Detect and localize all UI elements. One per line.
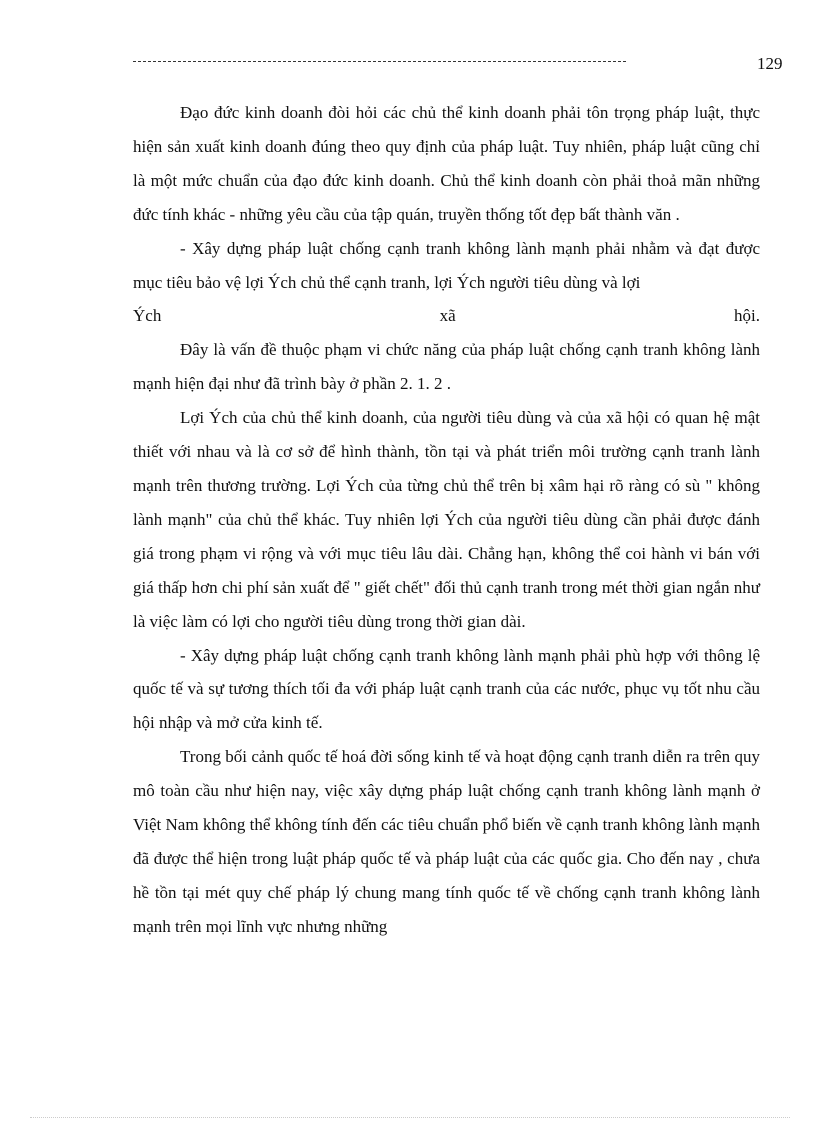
paragraph-globalization: Trong bối cảnh quốc tế hoá đời sống kinh tế và hoạt động cạnh tranh diễn ra trên quy mô toàn cầu như hiện nay, việc xây dựng pháp luật chống cạnh tranh không lành mạnh ở Việt Nam không thể không tính đến các tiêu chuẩn phổ biến về cạnh tranh không lành mạnh đã được thể hiện trong luật pháp quốc tế và pháp luật của các quốc gia. Cho đến nay , chưa hề tồn tại mét quy chế pháp lý chung mang tính quốc tế về chống cạnh tranh không lành mạnh trên mọi lĩnh vực nhưng những bbox=[133, 747, 760, 936]
paragraph-protect-interests: - Xây dựng pháp luật chống cạnh tranh không lành mạnh phải nhằm và đạt được mục tiêu bảo vệ lợi Ých chủ thể cạnh tranh, lợi Ých người tiêu dùng và lợi bbox=[133, 238, 760, 292]
body-text bbox=[133, 96, 760, 944]
paragraph-interests: Lợi Ých của chủ thể kinh doanh, của người tiêu dùng và của xã hội có quan hệ mật thiết với nhau và là cơ sở để hình thành, tồn tại và phát triển môi trường cạnh tranh lành mạnh trên thương trường. Lợi Ých của từng chủ thể trên bị xâm hại rõ ràng có sù " không lành mạnh" của chủ thể khác. Tuy nhiên lợi Ých của người tiêu dùng cần phải được đánh giá trong phạm vi rộng và với mục tiêu lâu dài. Chẳng hạn, không thể coi hành vi bán với giá thấp hơn chi phí sản xuất để " giết chết" đối thủ cạnh tranh trong mét thời gian ngắn như là việc làm có lợi cho người tiêu dùng trong thời gian dài. bbox=[133, 408, 760, 631]
paragraph-business-ethics: Đạo đức kinh doanh đòi hỏi các chủ thể kinh doanh phải tôn trọng pháp luật, thực hiện sản xuất kinh doanh đúng theo quy định của pháp luật. Tuy nhiên, pháp luật cũng chỉ là một mức chuẩn của đạo đức kinh doanh. Chủ thể kinh doanh còn phải thoả mãn những đức tính khác - những yêu cầu của tập quán, truyền thống tốt đẹp bất thành văn . bbox=[133, 103, 760, 224]
page-number: 129 bbox=[757, 54, 783, 73]
word: Ých bbox=[133, 306, 162, 326]
footer-dotted-rule bbox=[30, 1117, 790, 1118]
word: hội. bbox=[734, 306, 760, 326]
paragraph-scope: Đây là vấn đề thuộc phạm vi chức năng của pháp luật chống cạnh tranh không lành mạnh hiện đại như đã trình bày ở phần 2. 1. 2 . bbox=[133, 340, 760, 394]
header-dashed-rule bbox=[133, 61, 626, 62]
word: xã bbox=[439, 306, 456, 326]
paragraph-protect-interests-last-line bbox=[133, 299, 760, 333]
paragraph-international-practice: - Xây dựng pháp luật chống cạnh tranh không lành mạnh phải phù hợp với thông lệ quốc tế và sự tương thích tối đa với pháp luật cạnh tranh của các nước, phục vụ tốt nhu cầu hội nhập và mở cửa kinh tế. bbox=[133, 645, 760, 733]
